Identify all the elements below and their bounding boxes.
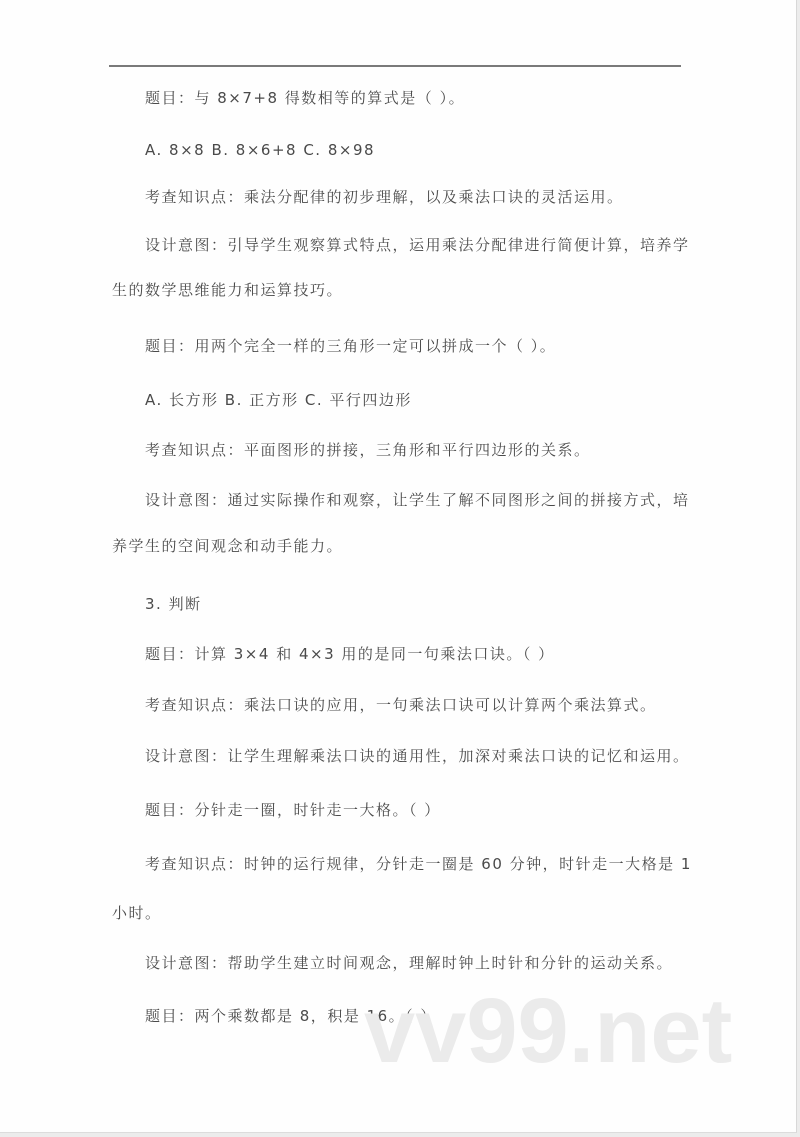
- question-stem: 题目：用两个完全一样的三角形一定可以拼成一个（ ）。: [145, 337, 557, 355]
- design-intent: 设计意图：通过实际操作和观察，让学生了解不同图形之间的拼接方式，培: [145, 491, 690, 509]
- knowledge-point: 考查知识点：乘法口诀的应用，一句乘法口诀可以计算两个乘法算式。: [145, 696, 657, 714]
- question-stem: 题目：计算 3×4 和 4×3 用的是同一句乘法口诀。（ ）: [145, 645, 555, 663]
- question-stem: 题目：两个乘数都是 8，积是 16。（ ）: [145, 1007, 437, 1025]
- knowledge-point: 考查知识点：时钟的运行规律，分针走一圈是 60 分钟，时针走一大格是 1: [145, 855, 692, 873]
- design-intent-continued: 养学生的空间观念和动手能力。: [112, 537, 344, 555]
- knowledge-point-continued: 小时。: [112, 904, 162, 922]
- knowledge-point: 考查知识点：平面图形的拼接，三角形和平行四边形的关系。: [145, 441, 591, 459]
- design-intent: 设计意图：让学生理解乘法口诀的通用性，加深对乘法口诀的记忆和运用。: [145, 747, 690, 765]
- header-rule: [109, 65, 681, 67]
- design-intent: 设计意图：引导学生观察算式特点，运用乘法分配律进行简便计算，培养学: [145, 236, 690, 254]
- question-options: A. 8×8 B. 8×6+8 C. 8×98: [145, 141, 376, 159]
- question-stem: 题目：分针走一圈，时针走一大格。（ ）: [145, 801, 441, 819]
- knowledge-point: 考查知识点：乘法分配律的初步理解，以及乘法口诀的灵活运用。: [145, 188, 624, 206]
- watermark: [364, 980, 733, 1082]
- question-options: A. 长方形 B. 正方形 C. 平行四边形: [145, 391, 412, 409]
- design-intent-continued: 生的数学思维能力和运算技巧。: [112, 281, 344, 299]
- section-heading-judgement: 3. 判断: [145, 595, 202, 613]
- design-intent: 设计意图：帮助学生建立时间观念，理解时钟上时针和分针的运动关系。: [145, 954, 674, 972]
- watermark-text: vv99.net: [364, 980, 733, 1082]
- question-stem: 题目：与 8×7+8 得数相等的算式是（ ）。: [145, 89, 466, 107]
